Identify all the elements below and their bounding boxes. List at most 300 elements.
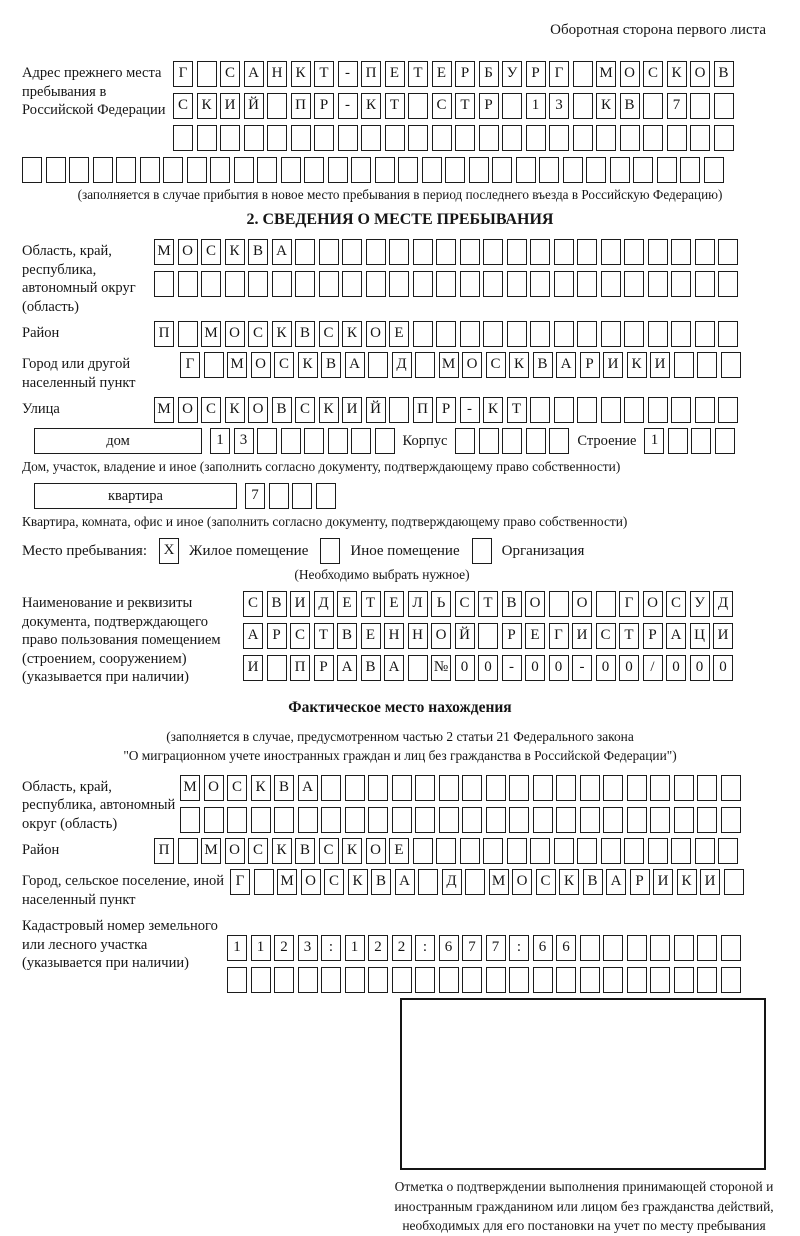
char-cell[interactable] bbox=[413, 838, 433, 864]
char-cell[interactable] bbox=[507, 239, 527, 265]
char-cell[interactable]: С bbox=[201, 397, 221, 423]
char-cell[interactable]: Т bbox=[314, 623, 334, 649]
char-cell[interactable] bbox=[695, 271, 715, 297]
char-cell[interactable] bbox=[173, 125, 193, 151]
char-cell[interactable] bbox=[704, 157, 724, 183]
char-cell[interactable] bbox=[507, 271, 527, 297]
char-cell[interactable] bbox=[577, 838, 597, 864]
char-cell[interactable] bbox=[415, 352, 435, 378]
char-cell[interactable]: Р bbox=[314, 93, 334, 119]
char-cell[interactable] bbox=[267, 655, 287, 681]
char-cell[interactable]: С bbox=[274, 352, 294, 378]
char-cell[interactable] bbox=[671, 271, 691, 297]
char-cell[interactable]: П bbox=[154, 321, 174, 347]
char-cell[interactable]: О bbox=[512, 869, 532, 895]
char-cell[interactable]: С bbox=[536, 869, 556, 895]
char-cell[interactable] bbox=[577, 397, 597, 423]
char-cell[interactable]: А bbox=[243, 623, 263, 649]
char-cell[interactable] bbox=[274, 807, 294, 833]
char-cell[interactable] bbox=[671, 321, 691, 347]
char-cell[interactable] bbox=[366, 239, 386, 265]
char-cell[interactable] bbox=[596, 125, 616, 151]
char-cell[interactable] bbox=[418, 869, 438, 895]
char-cell[interactable] bbox=[413, 271, 433, 297]
char-cell[interactable]: С bbox=[324, 869, 344, 895]
char-cell[interactable]: Е bbox=[525, 623, 545, 649]
char-cell[interactable]: Г bbox=[619, 591, 639, 617]
char-cell[interactable]: 0 bbox=[478, 655, 498, 681]
char-cell[interactable] bbox=[483, 321, 503, 347]
char-cell[interactable]: А bbox=[345, 352, 365, 378]
char-cell[interactable] bbox=[620, 125, 640, 151]
char-cell[interactable] bbox=[691, 428, 711, 454]
char-cell[interactable] bbox=[657, 157, 677, 183]
char-cell[interactable] bbox=[295, 239, 315, 265]
char-cell[interactable] bbox=[227, 967, 247, 993]
char-cell[interactable] bbox=[556, 807, 576, 833]
char-cell[interactable] bbox=[563, 157, 583, 183]
char-cell[interactable]: С bbox=[220, 61, 240, 87]
char-cell[interactable]: В bbox=[274, 775, 294, 801]
char-cell[interactable] bbox=[492, 157, 512, 183]
char-cell[interactable] bbox=[596, 591, 616, 617]
char-cell[interactable] bbox=[291, 125, 311, 151]
char-cell[interactable]: Г bbox=[549, 61, 569, 87]
char-cell[interactable] bbox=[573, 125, 593, 151]
char-cell[interactable]: О bbox=[178, 239, 198, 265]
char-cell[interactable]: О bbox=[572, 591, 592, 617]
char-cell[interactable] bbox=[385, 125, 405, 151]
char-cell[interactable] bbox=[695, 321, 715, 347]
char-cell[interactable] bbox=[530, 321, 550, 347]
char-cell[interactable]: Ц bbox=[690, 623, 710, 649]
char-cell[interactable]: О bbox=[248, 397, 268, 423]
char-cell[interactable]: 0 bbox=[525, 655, 545, 681]
char-cell[interactable] bbox=[460, 321, 480, 347]
char-cell[interactable]: М bbox=[180, 775, 200, 801]
char-cell[interactable] bbox=[445, 157, 465, 183]
char-cell[interactable]: Г bbox=[230, 869, 250, 895]
char-cell[interactable] bbox=[180, 807, 200, 833]
char-cell[interactable]: А bbox=[244, 61, 264, 87]
char-cell[interactable] bbox=[509, 967, 529, 993]
char-cell[interactable] bbox=[624, 239, 644, 265]
char-cell[interactable] bbox=[486, 807, 506, 833]
char-cell[interactable]: Й bbox=[366, 397, 386, 423]
char-cell[interactable] bbox=[460, 838, 480, 864]
char-cell[interactable] bbox=[601, 239, 621, 265]
char-cell[interactable] bbox=[338, 125, 358, 151]
char-cell[interactable] bbox=[680, 157, 700, 183]
char-cell[interactable]: Р bbox=[502, 623, 522, 649]
char-cell[interactable]: 1 bbox=[210, 428, 230, 454]
char-cell[interactable] bbox=[201, 271, 221, 297]
char-cell[interactable] bbox=[650, 967, 670, 993]
char-cell[interactable] bbox=[462, 967, 482, 993]
char-cell[interactable] bbox=[624, 271, 644, 297]
char-cell[interactable] bbox=[479, 125, 499, 151]
char-cell[interactable]: М bbox=[596, 61, 616, 87]
char-cell[interactable] bbox=[624, 838, 644, 864]
char-cell[interactable]: В bbox=[272, 397, 292, 423]
char-cell[interactable] bbox=[479, 428, 499, 454]
char-cell[interactable] bbox=[462, 775, 482, 801]
char-cell[interactable]: В bbox=[321, 352, 341, 378]
char-cell[interactable]: П bbox=[413, 397, 433, 423]
char-cell[interactable]: Е bbox=[385, 61, 405, 87]
char-cell[interactable] bbox=[549, 125, 569, 151]
char-cell[interactable] bbox=[554, 271, 574, 297]
char-cell[interactable] bbox=[610, 157, 630, 183]
char-cell[interactable]: 3 bbox=[298, 935, 318, 961]
char-cell[interactable] bbox=[627, 935, 647, 961]
char-cell[interactable] bbox=[695, 838, 715, 864]
char-cell[interactable] bbox=[267, 125, 287, 151]
char-cell[interactable]: Т bbox=[455, 93, 475, 119]
char-cell[interactable] bbox=[351, 428, 371, 454]
char-cell[interactable]: 1 bbox=[251, 935, 271, 961]
char-cell[interactable]: С bbox=[295, 397, 315, 423]
char-cell[interactable] bbox=[603, 807, 623, 833]
char-cell[interactable] bbox=[643, 125, 663, 151]
char-cell[interactable] bbox=[321, 775, 341, 801]
char-cell[interactable] bbox=[251, 967, 271, 993]
char-cell[interactable]: Р bbox=[436, 397, 456, 423]
char-cell[interactable]: / bbox=[643, 655, 663, 681]
char-cell[interactable] bbox=[368, 967, 388, 993]
char-cell[interactable] bbox=[389, 397, 409, 423]
char-cell[interactable]: 2 bbox=[274, 935, 294, 961]
char-cell[interactable]: Г bbox=[180, 352, 200, 378]
char-cell[interactable]: 7 bbox=[462, 935, 482, 961]
char-cell[interactable]: А bbox=[556, 352, 576, 378]
char-cell[interactable] bbox=[530, 397, 550, 423]
char-cell[interactable] bbox=[472, 538, 492, 564]
char-cell[interactable] bbox=[648, 239, 668, 265]
char-cell[interactable]: И bbox=[653, 869, 673, 895]
char-cell[interactable] bbox=[439, 967, 459, 993]
char-cell[interactable] bbox=[697, 775, 717, 801]
char-cell[interactable]: М bbox=[277, 869, 297, 895]
char-cell[interactable] bbox=[408, 125, 428, 151]
char-cell[interactable]: С bbox=[173, 93, 193, 119]
char-cell[interactable] bbox=[554, 838, 574, 864]
char-cell[interactable]: Д bbox=[314, 591, 334, 617]
char-cell[interactable] bbox=[483, 239, 503, 265]
char-cell[interactable]: Т bbox=[385, 93, 405, 119]
char-cell[interactable]: Р bbox=[479, 93, 499, 119]
char-cell[interactable] bbox=[648, 321, 668, 347]
char-cell[interactable]: К bbox=[272, 321, 292, 347]
char-cell[interactable]: В bbox=[583, 869, 603, 895]
char-cell[interactable] bbox=[674, 352, 694, 378]
char-cell[interactable]: 1 bbox=[644, 428, 664, 454]
char-cell[interactable] bbox=[509, 775, 529, 801]
char-cell[interactable] bbox=[248, 271, 268, 297]
char-cell[interactable] bbox=[530, 838, 550, 864]
char-cell[interactable] bbox=[721, 807, 741, 833]
char-cell[interactable]: : bbox=[415, 935, 435, 961]
char-cell[interactable]: О bbox=[366, 838, 386, 864]
char-cell[interactable] bbox=[361, 125, 381, 151]
char-cell[interactable]: Р bbox=[526, 61, 546, 87]
char-cell[interactable]: М bbox=[201, 838, 221, 864]
char-cell[interactable] bbox=[554, 321, 574, 347]
char-cell[interactable] bbox=[533, 775, 553, 801]
char-cell[interactable] bbox=[234, 157, 254, 183]
char-cell[interactable] bbox=[436, 838, 456, 864]
char-cell[interactable]: О bbox=[462, 352, 482, 378]
char-cell[interactable]: 0 bbox=[690, 655, 710, 681]
char-cell[interactable]: Р bbox=[580, 352, 600, 378]
char-cell[interactable] bbox=[392, 807, 412, 833]
char-cell[interactable]: В bbox=[533, 352, 553, 378]
char-cell[interactable] bbox=[486, 775, 506, 801]
char-cell[interactable] bbox=[671, 397, 691, 423]
char-cell[interactable] bbox=[422, 157, 442, 183]
char-cell[interactable] bbox=[721, 967, 741, 993]
char-cell[interactable] bbox=[328, 157, 348, 183]
char-cell[interactable] bbox=[601, 838, 621, 864]
char-cell[interactable] bbox=[718, 239, 738, 265]
char-cell[interactable] bbox=[244, 125, 264, 151]
char-cell[interactable]: 2 bbox=[368, 935, 388, 961]
char-cell[interactable] bbox=[227, 807, 247, 833]
char-cell[interactable] bbox=[648, 397, 668, 423]
char-cell[interactable]: К bbox=[291, 61, 311, 87]
char-cell[interactable] bbox=[140, 157, 160, 183]
char-cell[interactable]: 7 bbox=[245, 483, 265, 509]
char-cell[interactable]: С bbox=[596, 623, 616, 649]
char-cell[interactable]: Н bbox=[384, 623, 404, 649]
char-cell[interactable] bbox=[674, 807, 694, 833]
char-cell[interactable] bbox=[533, 807, 553, 833]
char-cell[interactable]: 6 bbox=[439, 935, 459, 961]
char-cell[interactable] bbox=[295, 271, 315, 297]
char-cell[interactable] bbox=[432, 125, 452, 151]
char-cell[interactable] bbox=[483, 271, 503, 297]
char-cell[interactable] bbox=[413, 321, 433, 347]
char-cell[interactable] bbox=[415, 967, 435, 993]
char-cell[interactable]: В bbox=[295, 321, 315, 347]
char-cell[interactable] bbox=[415, 775, 435, 801]
char-cell[interactable]: Н bbox=[267, 61, 287, 87]
char-cell[interactable]: К bbox=[509, 352, 529, 378]
char-cell[interactable] bbox=[197, 61, 217, 87]
char-cell[interactable] bbox=[577, 239, 597, 265]
char-cell[interactable]: 2 bbox=[392, 935, 412, 961]
char-cell[interactable] bbox=[415, 807, 435, 833]
char-cell[interactable] bbox=[345, 967, 365, 993]
char-cell[interactable]: С bbox=[455, 591, 475, 617]
char-cell[interactable]: С bbox=[319, 838, 339, 864]
char-cell[interactable] bbox=[648, 271, 668, 297]
char-cell[interactable]: О bbox=[366, 321, 386, 347]
char-cell[interactable]: Т bbox=[314, 61, 334, 87]
char-cell[interactable] bbox=[389, 239, 409, 265]
char-cell[interactable]: 3 bbox=[234, 428, 254, 454]
char-cell[interactable]: Е bbox=[432, 61, 452, 87]
char-cell[interactable]: С bbox=[248, 321, 268, 347]
char-cell[interactable]: С bbox=[243, 591, 263, 617]
char-cell[interactable]: 0 bbox=[455, 655, 475, 681]
char-cell[interactable] bbox=[413, 239, 433, 265]
char-cell[interactable] bbox=[392, 967, 412, 993]
char-cell[interactable] bbox=[436, 271, 456, 297]
char-cell[interactable]: В bbox=[361, 655, 381, 681]
char-cell[interactable]: Д bbox=[713, 591, 733, 617]
char-cell[interactable] bbox=[455, 125, 475, 151]
char-cell[interactable] bbox=[321, 967, 341, 993]
char-cell[interactable] bbox=[530, 239, 550, 265]
char-cell[interactable]: Д bbox=[392, 352, 412, 378]
char-cell[interactable]: В bbox=[248, 239, 268, 265]
char-cell[interactable]: С bbox=[666, 591, 686, 617]
char-cell[interactable] bbox=[392, 775, 412, 801]
char-cell[interactable] bbox=[714, 93, 734, 119]
char-cell[interactable] bbox=[718, 321, 738, 347]
char-cell[interactable] bbox=[368, 352, 388, 378]
char-cell[interactable]: И bbox=[290, 591, 310, 617]
char-cell[interactable] bbox=[539, 157, 559, 183]
char-cell[interactable]: М bbox=[227, 352, 247, 378]
char-cell[interactable]: К bbox=[361, 93, 381, 119]
char-cell[interactable] bbox=[533, 967, 553, 993]
char-cell[interactable]: И bbox=[700, 869, 720, 895]
char-cell[interactable] bbox=[178, 321, 198, 347]
char-cell[interactable]: Р bbox=[455, 61, 475, 87]
char-cell[interactable] bbox=[549, 428, 569, 454]
char-cell[interactable]: К bbox=[272, 838, 292, 864]
char-cell[interactable]: А bbox=[606, 869, 626, 895]
char-cell[interactable]: 7 bbox=[486, 935, 506, 961]
char-cell[interactable] bbox=[714, 125, 734, 151]
char-cell[interactable]: В bbox=[620, 93, 640, 119]
char-cell[interactable]: 6 bbox=[556, 935, 576, 961]
char-cell[interactable]: Р bbox=[314, 655, 334, 681]
char-cell[interactable] bbox=[573, 61, 593, 87]
char-cell[interactable] bbox=[573, 93, 593, 119]
char-cell[interactable]: К bbox=[348, 869, 368, 895]
char-cell[interactable] bbox=[556, 967, 576, 993]
char-cell[interactable]: У bbox=[502, 61, 522, 87]
char-cell[interactable] bbox=[204, 352, 224, 378]
char-cell[interactable] bbox=[69, 157, 89, 183]
char-cell[interactable]: П bbox=[290, 655, 310, 681]
char-cell[interactable] bbox=[650, 807, 670, 833]
char-cell[interactable]: 1 bbox=[526, 93, 546, 119]
char-cell[interactable]: - bbox=[338, 61, 358, 87]
char-cell[interactable] bbox=[187, 157, 207, 183]
char-cell[interactable] bbox=[507, 321, 527, 347]
char-cell[interactable] bbox=[254, 869, 274, 895]
char-cell[interactable] bbox=[408, 655, 428, 681]
char-cell[interactable]: Н bbox=[408, 623, 428, 649]
char-cell[interactable]: С bbox=[227, 775, 247, 801]
char-cell[interactable] bbox=[460, 271, 480, 297]
char-cell[interactable] bbox=[368, 775, 388, 801]
char-cell[interactable] bbox=[375, 428, 395, 454]
char-cell[interactable] bbox=[408, 93, 428, 119]
char-cell[interactable] bbox=[667, 125, 687, 151]
char-cell[interactable] bbox=[389, 271, 409, 297]
char-cell[interactable]: К bbox=[677, 869, 697, 895]
char-cell[interactable]: 0 bbox=[619, 655, 639, 681]
char-cell[interactable] bbox=[281, 428, 301, 454]
char-cell[interactable] bbox=[366, 271, 386, 297]
char-cell[interactable]: В bbox=[371, 869, 391, 895]
char-cell[interactable] bbox=[580, 935, 600, 961]
char-cell[interactable]: К bbox=[225, 397, 245, 423]
char-cell[interactable]: К bbox=[483, 397, 503, 423]
char-cell[interactable] bbox=[507, 838, 527, 864]
char-cell[interactable] bbox=[178, 271, 198, 297]
char-cell[interactable] bbox=[351, 157, 371, 183]
char-cell[interactable] bbox=[554, 239, 574, 265]
char-cell[interactable] bbox=[502, 93, 522, 119]
char-cell[interactable]: Р bbox=[630, 869, 650, 895]
char-cell[interactable] bbox=[627, 967, 647, 993]
char-cell[interactable] bbox=[163, 157, 183, 183]
char-cell[interactable] bbox=[554, 397, 574, 423]
char-cell[interactable]: Д bbox=[442, 869, 462, 895]
char-cell[interactable] bbox=[603, 935, 623, 961]
char-cell[interactable] bbox=[220, 125, 240, 151]
char-cell[interactable] bbox=[298, 807, 318, 833]
char-cell[interactable]: Л bbox=[408, 591, 428, 617]
char-cell[interactable]: 0 bbox=[596, 655, 616, 681]
char-cell[interactable]: Р bbox=[267, 623, 287, 649]
char-cell[interactable] bbox=[116, 157, 136, 183]
char-cell[interactable] bbox=[633, 157, 653, 183]
char-cell[interactable]: 1 bbox=[345, 935, 365, 961]
char-cell[interactable] bbox=[697, 935, 717, 961]
char-cell[interactable]: А bbox=[395, 869, 415, 895]
char-cell[interactable] bbox=[22, 157, 42, 183]
char-cell[interactable]: В bbox=[714, 61, 734, 87]
char-cell[interactable] bbox=[342, 271, 362, 297]
char-cell[interactable] bbox=[624, 397, 644, 423]
char-cell[interactable] bbox=[556, 775, 576, 801]
char-cell[interactable]: И bbox=[220, 93, 240, 119]
char-cell[interactable] bbox=[695, 397, 715, 423]
char-cell[interactable] bbox=[671, 838, 691, 864]
char-cell[interactable] bbox=[204, 807, 224, 833]
char-cell[interactable]: К bbox=[342, 321, 362, 347]
char-cell[interactable]: О bbox=[301, 869, 321, 895]
char-cell[interactable] bbox=[643, 93, 663, 119]
char-cell[interactable]: У bbox=[690, 591, 710, 617]
char-cell[interactable]: А bbox=[384, 655, 404, 681]
char-cell[interactable]: 7 bbox=[667, 93, 687, 119]
char-cell[interactable]: М bbox=[154, 397, 174, 423]
char-cell[interactable] bbox=[580, 775, 600, 801]
char-cell[interactable] bbox=[721, 935, 741, 961]
char-cell[interactable] bbox=[465, 869, 485, 895]
char-cell[interactable] bbox=[320, 538, 340, 564]
char-cell[interactable] bbox=[516, 157, 536, 183]
char-cell[interactable] bbox=[690, 125, 710, 151]
char-cell[interactable] bbox=[674, 775, 694, 801]
char-cell[interactable] bbox=[314, 125, 334, 151]
char-cell[interactable] bbox=[439, 775, 459, 801]
char-cell[interactable] bbox=[586, 157, 606, 183]
char-cell[interactable]: № bbox=[431, 655, 451, 681]
char-cell[interactable] bbox=[272, 271, 292, 297]
char-cell[interactable]: М bbox=[201, 321, 221, 347]
char-cell[interactable]: Г bbox=[549, 623, 569, 649]
char-cell[interactable] bbox=[724, 869, 744, 895]
